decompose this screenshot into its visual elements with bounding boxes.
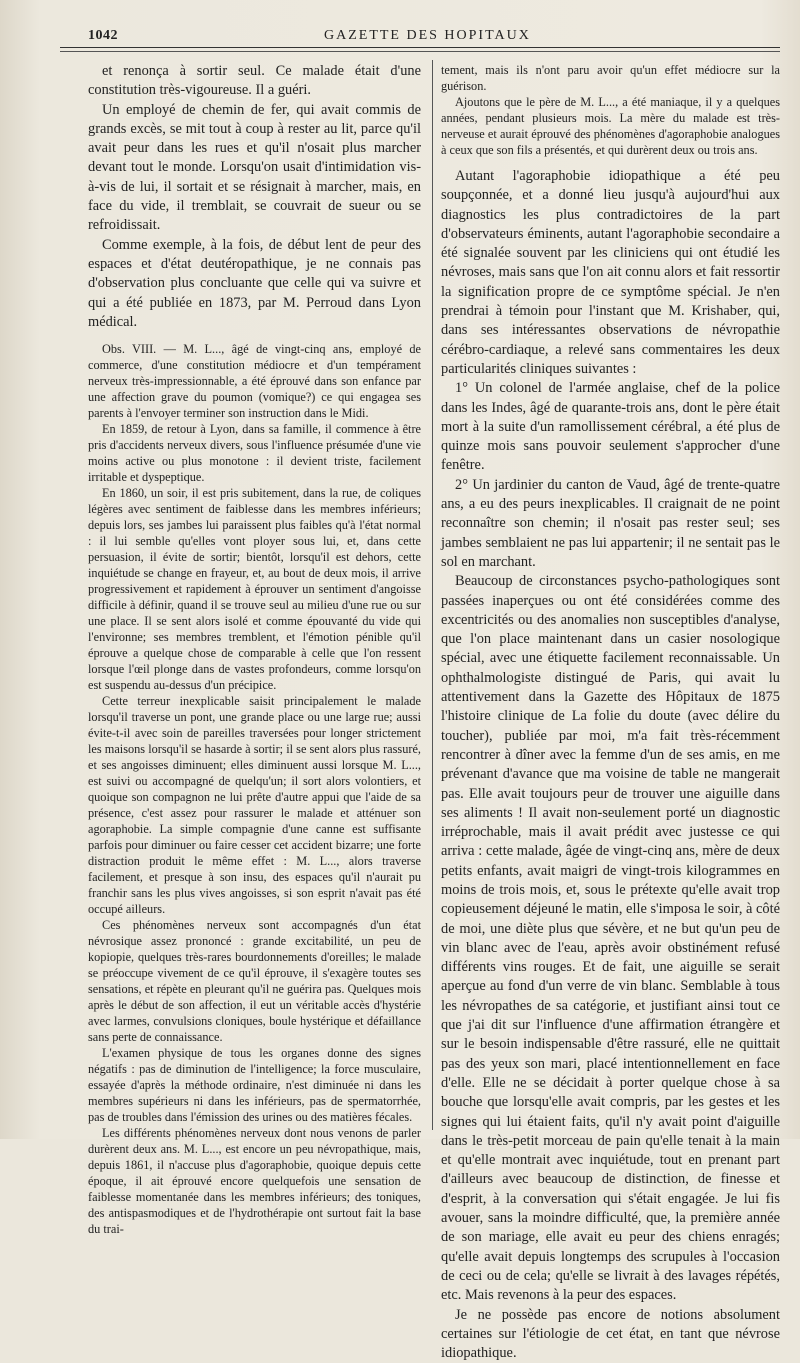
column-divider — [432, 60, 433, 1130]
observation-paragraph: En 1860, un soir, il est pris subitement, dans la rue, de coliques légères avec sentiment de faiblesse dans les membres inférieurs; depuis lors, ses jambes lui paraissent plus faibles qu'à l'état normal : il lui semble qu'elles vont ployer sous lui, et, dans cette persuasion, il évite de sortir; bientôt, lorsqu'il est dehors, cette inquiétude se change en frayeur, et, au bout de deux mois, il arrive progressivement et rapidement à éprouver un sentiment d'angoisse difficile à définir, quand il se trouve seul au milieu d'une rue ou sur une place. Il se sent alors isolé et comme épouvanté du vide qui l'environne; ses membres tremblent, et l'émotion pénible qu'il éprouve a quelque chose de comparable à celle que l'on ressent lorsque l'œil plonge dans de vastes profondeurs, comme lorsqu'on est suspendu au-dessus d'un précipice. — [88, 486, 421, 693]
body-paragraph: Un employé de chemin de fer, qui avait commis de grands excès, se mit tout à coup à rester au lit, parce qu'il avait peur dans les rues et qu'il n'osait plus marcher devant tout le monde. Lorsqu'on usait d'intimidation vis-à-vis de lui, il sortait et se résignait à marcher, mais, en face du vide, il tremblait, se couvrait de sueur ou se refroidissait. — [88, 101, 421, 234]
observation-paragraph: Ces phénomènes nerveux sont accompagnés d'un état névrosique assez prononcé : grande excitabilité, un peu de kopiopie, quelques très-rares bourdonnements d'oreilles; le malade se préoccupe vivement de ce qu'il éprouve, il s'exagère toutes ses sensations, et répète en pleurant qu'il ne guérira pas. Quelques mois après le début de son affection, il eut un véritable accès d'hystérie avec larmes, convulsions cloniques, boule hystérique et défaillance sans perte de connaissance. — [88, 918, 421, 1045]
observation-paragraph: Les différents phénomènes nerveux dont nous venons de parler durèrent deux ans. M. L..., est encore un peu névropathique, mais, depuis 1861, il n'accuse plus d'agoraphobie, quoique depuis cette époque, il ait éprouvé encore quelquefois une sensation de faiblesse momentanée dans les membres inférieurs; des toniques, des antispasmodiques et de l'hydrothérapie ont surtout fait la base du trai- — [88, 1126, 421, 1237]
page-number: 1042 — [88, 28, 118, 43]
observation-paragraph: L'examen physique de tous les organes donne des signes négatifs : pas de diminution de l'intelligence; la force musculaire, essayée d'après la méthode ordinaire, n'est diminuée ni dans les membres supérieurs ni dans les inférieurs, pas de spermatorrhée, pas de troubles dans l'émission des urines ou des matières fécales. — [88, 1046, 421, 1125]
observation-paragraph: Cette terreur inexplicable saisit principalement le malade lorsqu'il traverse un pont, une grande place ou une large rue; aussi évite-t-il avec soin de pareilles traversées pour longer strictement les maisons lorsqu'il se hasarde à sortir; il se sent alors plus rassuré, et ses angoisses diminuent; elles diminuent aussi lorsque M. L..., est suivi ou accompagné de quelqu'un; il sort alors volontiers, et quoique son compagnon ne lui prête d'autre appui que l'aide de sa présence, c'est assez pour rassurer le malade et atténuer son agoraphobie. La simple compagnie d'une canne est suffisante parfois pour diminuer ou faire cesser cet accident bizarre; une forte distraction produit le même effet : M. L..., alors traverse facilement, et presque à son insu, des espaces qu'il n'aurait pu franchir sans les plus vives angoisses, si son esprit n'avait pas été occupé ailleurs. — [88, 694, 421, 917]
body-paragraph: 1° Un colonel de l'armée anglaise, chef de la police dans les Indes, âgé de quarante-trois ans, dont le père était mort à la suite d'un ramollissement cérébral, a été plus de quinze mois sans pouvoir seulement s'approcher d'une fenêtre. — [441, 380, 780, 474]
left-column — [88, 62, 421, 1237]
observation-paragraph: tement, mais ils n'ont paru avoir qu'un effet médiocre sur la guérison. — [441, 63, 780, 93]
body-paragraph: Beaucoup de circonstances psycho-pathologiques sont passées inaperçues ou ont été considérées comme des excentricités ou des anomalies non susceptibles d'analyse, que l'on place maintenant dans un casier nosologique spécial, avec une étiquette facilement reconnaissable. Un ophthalmologiste distingué de Paris, qui avait lu attentivement dans la Gazette des Hôpitaux de 1875 l'histoire clinique de La folie du doute (avec délire du toucher), publiée par moi, m'a fait très-récemment rencontrer à dîner avec la femme d'un de ses amis, en me prévenant d'avance que ma voisine de table ne mangerait pas. Elle avait toujours peur de trouver une aiguille dans ses aliments ! Il avait non-seulement porté un diagnostic irréprochable, mais il avait prédit avec justesse ce qui arriva : cette malade, âgée de vingt-cinq ans, mère de deux petits enfants, avait maigri de vingt-trois kilogrammes en moins de trois mois, et, sous le prétexte qu'elle avait trop copieusement déjeuné le matin, elle s'imposa le soir, à côté de moi, une diète plus que sévère, et ne but qu'un peu de vin blanc avec de l'eau, après avoir obstinément refusé différents vins rouges. Et de fait, une aiguille se serait aperçue au fond d'un verre de vin blanc. Semblable à tous les névropathes de sa catégorie, et justifiant ainsi tout ce que j'ai dit sur l'influence d'une affirmation étrangère et sur le besoin indispensable d'être rassuré, elle ne quittait pas des yeux son mari, placé intentionnellement en face d'elle. Elle ne se décidait à porter quelque chose à sa bouche que lorsqu'elle avait compris, par les gestes et les signes qui lui étaient faits, qu'il n'y avait point d'aiguille dans le très-petit morceau de pain qu'elle tenait à la main et qu'elle montrait avec inquiétude, tout en prenant part d'ailleurs avec beaucoup de distinction, de finesse et d'esprit, à la conversation qui s'était engagée. Je lui fis avouer, sans la moindre difficulté, que, la première année de son mariage, elle avait eu peur des chiens enragés; qu'elle avait depuis longtemps des scrupules à l'occasion de ceci ou de cela; qu'elle se livrait à des lavages répétés, etc. Mais revenons à la peur des espaces. — [441, 573, 780, 1304]
header-rule — [60, 47, 780, 48]
body-paragraph: Je ne possède pas encore de notions absolument certaines sur l'étiologie de cet état, en tant que névrose idiopathique. — [441, 1306, 780, 1362]
page-header — [88, 22, 780, 48]
body-paragraph: 2° Un jardinier du canton de Vaud, âgé de trente-quatre ans, a eu des peurs inexplicables. Il craignait de ne point reconnaître son chemin; il n'osait pas rester seul; ses jambes semblaient ne pas lui appartenir; il ne sentait pas le sol en marchant. — [441, 476, 780, 570]
body-paragraph: Autant l'agoraphobie idiopathique a été peu soupçonnée, et a donné lieu jusqu'à aujourd'hui aux diagnostics les plus contradictoires de la part d'observateurs éminents, autant l'agoraphobie secondaire a été signalée souvent par les cliniciens qui ont étudié les névroses, mais sans que l'on ait connu alors et fait ressortir la signification propre de ce symptôme spécial. Je n'en prendrai à témoin pour l'instant que M. Krishaber, qui, dans ses intéressantes observations de névropathie cérébro-cardiaque, a relevé sans commentaires les deux particularités cliniques suivantes : — [441, 168, 780, 377]
header-rule-thin — [60, 51, 780, 52]
observation-paragraph: Obs. VIII. — M. L..., âgé de vingt-cinq ans, employé de commerce, d'une constitution médiocre et d'un tempérament nerveux très-impressionnable, a été éprouvé dans son enfance par une affection grave du poumon (vomique?) ce qui engagea ses parents à l'envoyer terminer son instruction dans le Midi. — [88, 342, 421, 421]
journal-title: GAZETTE DES HOPITAUX — [324, 28, 531, 43]
observation-paragraph: En 1859, de retour à Lyon, dans sa famille, il commence à être pris d'accidents nerveux divers, sous l'influence présumée d'une vie moins active ou plus monotone : il devient triste, facilement irritable et dyspeptique. — [88, 422, 421, 485]
body-paragraph: et renonça à sortir seul. Ce malade était d'une constitution très-vigoureuse. Il a guéri. — [88, 63, 421, 99]
body-paragraph: Comme exemple, à la fois, de début lent de peur des espaces et d'état deutéropathique, je ne connais pas d'observation plus concluante que celle qui va suivre et qui a été publiée en 1873, par M. Perroud dans Lyon médical. — [88, 236, 421, 330]
observation-paragraph: Ajoutons que le père de M. L..., a été maniaque, il y a quelques années, pendant plusieurs mois. La mère du malade est très-nerveuse et aurait éprouvé des phénomènes d'agoraphobie analogues à ceux que son fils a présentés, et qui durèrent deux ou trois ans. — [441, 95, 780, 157]
right-column — [441, 62, 780, 1363]
section-gap — [88, 332, 421, 341]
section-gap — [441, 158, 780, 167]
